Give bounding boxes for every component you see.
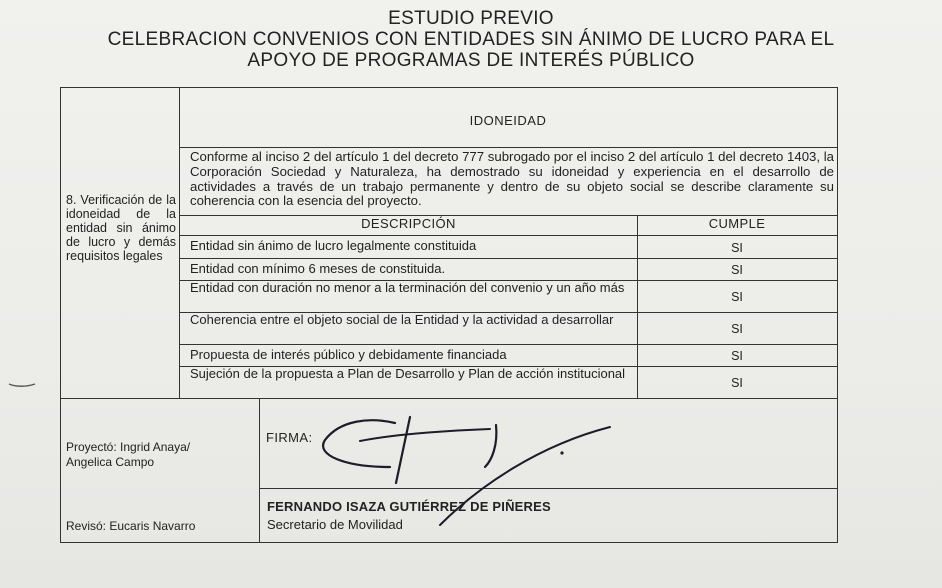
table-row-description: Entidad con mínimo 6 meses de constituida. bbox=[190, 261, 446, 276]
column-header-description: DESCRIPCIÓN bbox=[361, 216, 456, 231]
handwritten-signature bbox=[300, 405, 630, 535]
document-subtitle-line-1: CELEBRACION CONVENIOS CON ENTIDADES SIN ÁNIMO DE LUCRO PARA EL bbox=[107, 29, 835, 50]
row-rule bbox=[179, 344, 837, 345]
firma-label: FIRMA: bbox=[266, 430, 313, 445]
document-title: ESTUDIO PREVIO bbox=[388, 8, 554, 29]
column-header-cumple: CUMPLE bbox=[708, 216, 766, 231]
table-row-cumple: SI bbox=[731, 290, 743, 304]
row-rule bbox=[179, 258, 837, 259]
signer-role: Secretario de Movilidad bbox=[267, 517, 403, 532]
section-heading: IDONEIDAD bbox=[469, 113, 547, 128]
section-bottom-rule bbox=[60, 398, 838, 399]
column-divider bbox=[179, 87, 180, 398]
section-intro: Conforme al inciso 2 del artículo 1 del decreto 777 subrogado por el inciso 2 del artículo 1 del decreto 1403, la Corporación Sociedad y Naturaleza, ha demostrado su idoneidad y experiencia en el desarrollo de actividades a través de un trabajo permanente y dentro de su objeto social se describe claramente su coherencia con la esencia del proyecto. bbox=[190, 149, 834, 209]
heading-rule bbox=[179, 147, 837, 148]
table-header-rule bbox=[179, 235, 837, 236]
table-row-description: Sujeción de la propuesta a Plan de Desarrollo y Plan de acción institucional bbox=[190, 366, 626, 381]
reviso-credit: Revisó: Eucaris Navarro bbox=[66, 519, 196, 533]
table-row-cumple: SI bbox=[731, 322, 743, 336]
table-row-cumple: SI bbox=[731, 349, 743, 363]
table-row-cumple: SI bbox=[731, 241, 743, 255]
table-row-cumple: SI bbox=[731, 263, 743, 277]
scan-mark-icon bbox=[8, 382, 36, 388]
table-row-description: Entidad con duración no menor a la terminación del convenio y un año más bbox=[190, 280, 625, 295]
table-row-description: Entidad sin ánimo de lucro legalmente constituida bbox=[190, 238, 477, 253]
footer-divider bbox=[259, 398, 260, 543]
proyecto-credit: Proyectó: Ingrid Anaya/ Angelica Campo bbox=[66, 440, 191, 469]
signer-name: FERNANDO ISAZA GUTIÉRREZ DE PIÑERES bbox=[267, 499, 551, 514]
table-row-description: Propuesta de interés público y debidamente financiada bbox=[190, 347, 507, 362]
table-row-description: Coherencia entre el objeto social de la Entidad y la actividad a desarrollar bbox=[190, 312, 614, 327]
table-row-cumple: SI bbox=[731, 376, 743, 390]
section-label: 8. Verificación de la idoneidad de la entidad sin ánimo de lucro y demás requisitos legales bbox=[66, 193, 176, 263]
document-subtitle-line-2: APOYO DE PROGRAMAS DE INTERÉS PÚBLICO bbox=[247, 50, 695, 71]
